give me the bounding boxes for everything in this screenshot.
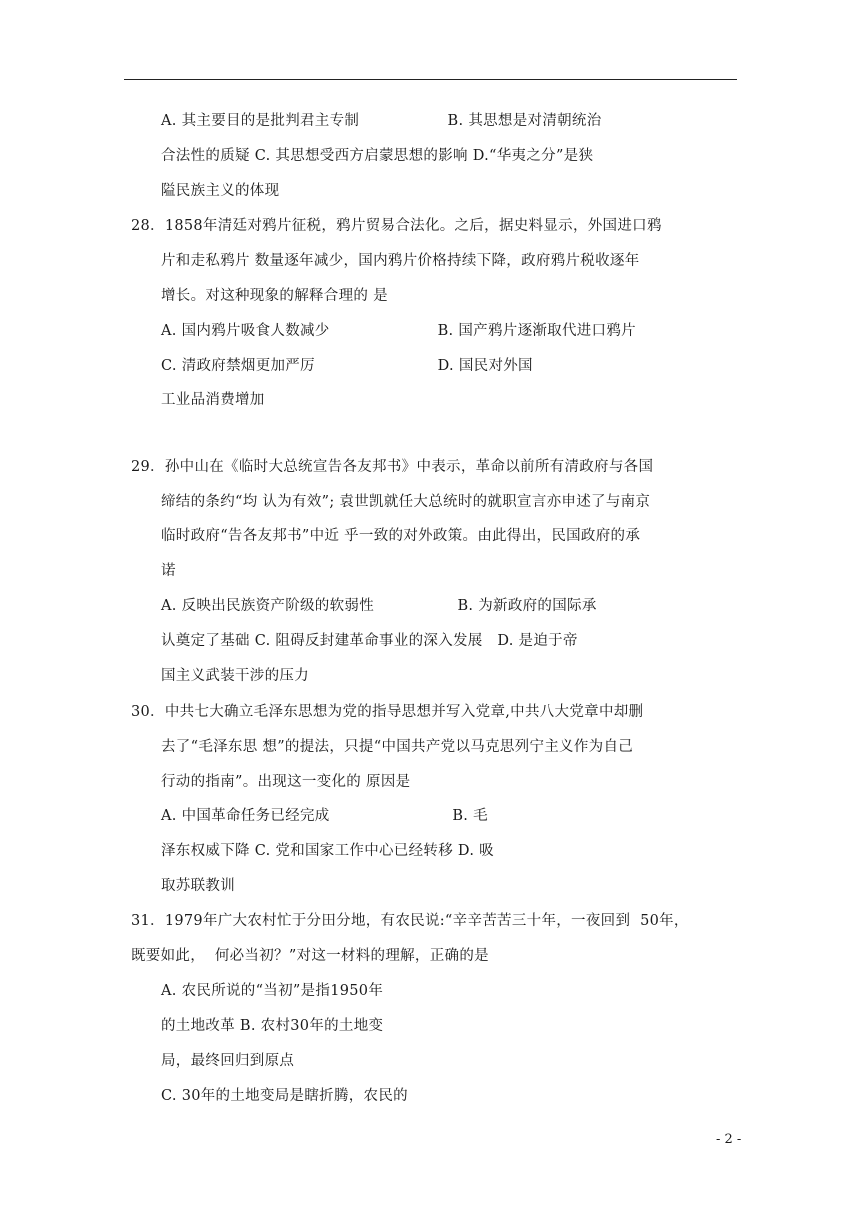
q28-stem-1: 28．1858年清廷对鸦片征税，鸦片贸易合法化。之后，据史料显示，外国进口鸦 bbox=[131, 218, 662, 234]
q27-option-c-d: 合法性的质疑 C. 其思想受西方启蒙思想的影响 D.“华夷之分”是狭 bbox=[161, 148, 594, 164]
q28-stem-2: 片和走私鸦片 数量逐年减少，国内鸦片价格持续下降，政府鸦片税收逐年 bbox=[161, 253, 640, 269]
q29-option-a-b: A. 反映出民族资产阶级的软弱性 B. 为新政府的国际承 bbox=[161, 598, 597, 614]
q29-option-b-c-d: 认奠定了基础 C. 阻碍反封建革命事业的深入发展 D. 是迫于帝 bbox=[161, 633, 578, 649]
q29-stem-1: 29．孙中山在《临时大总统宣告各友邦书》中表示，革命以前所有清政府与各国 bbox=[131, 459, 654, 475]
q31-option-a: A. 农民所说的“当初”是指1950年 bbox=[161, 983, 384, 999]
q31-option-b-cont: 局，最终回归到原点 bbox=[161, 1053, 295, 1069]
q31-stem-2: 既要如此， 何必当初？”对这一材料的理解，正确的是 bbox=[131, 948, 489, 964]
q29-stem-4: 诺 bbox=[161, 563, 176, 579]
q30-option-a-b: A. 中国革命任务已经完成 B. 毛 bbox=[161, 808, 488, 824]
q31-option-c: C. 30年的土地变局是瞎折腾，农民的 bbox=[161, 1088, 408, 1104]
q30-stem-1: 30．中共七大确立毛泽东思想为党的指导思想并写入党章,中共八大党章中却删 bbox=[131, 704, 644, 720]
q29-stem-3: 临时政府“告各友邦书”中近 乎一致的对外政策。由此得出，民国政府的承 bbox=[161, 528, 641, 544]
q30-stem-2: 去了“毛泽东思 想”的提法，只提“中国共产党以马克思列宁主义作为自己 bbox=[161, 739, 634, 755]
q28-option-a-b: A. 国内鸦片吸食人数减少 B. 国产鸦片逐渐取代进口鸦片 bbox=[161, 323, 636, 339]
q31-option-a-b: 的土地改革 B. 农村30年的土地变 bbox=[161, 1018, 384, 1034]
header-rule bbox=[124, 79, 737, 80]
q28-stem-3: 增长。对这种现象的解释合理的 是 bbox=[161, 288, 388, 304]
q28-option-d-cont: 工业品消费增加 bbox=[161, 392, 265, 408]
q30-option-b-c-d: 泽东权威下降 C. 党和国家工作中心已经转移 D. 吸 bbox=[161, 843, 494, 859]
q31-stem-1: 31．1979年广大农村忙于分田分地，有农民说:“辛辛苦苦三十年，一夜回到 50年， bbox=[131, 913, 689, 929]
q29-option-d-cont: 国主义武装干涉的压力 bbox=[161, 668, 309, 684]
q29-stem-2: 缔结的条约“均 认为有效”; 袁世凯就任大总统时的就职宣言亦申述了与南京 bbox=[161, 494, 651, 510]
q27-option-a-b: A. 其主要目的是批判君主专制 B. 其思想是对清朝统治 bbox=[161, 113, 602, 129]
q30-stem-3: 行动的指南”。出现这一变化的 原因是 bbox=[161, 774, 411, 790]
q30-option-d-cont: 取苏联教训 bbox=[161, 878, 235, 894]
q28-option-c-d: C. 清政府禁烟更加严厉 D. 国民对外国 bbox=[161, 358, 533, 374]
page-number: - 2 - bbox=[716, 1132, 742, 1147]
q27-option-d-cont: 隘民族主义的体现 bbox=[161, 183, 280, 199]
